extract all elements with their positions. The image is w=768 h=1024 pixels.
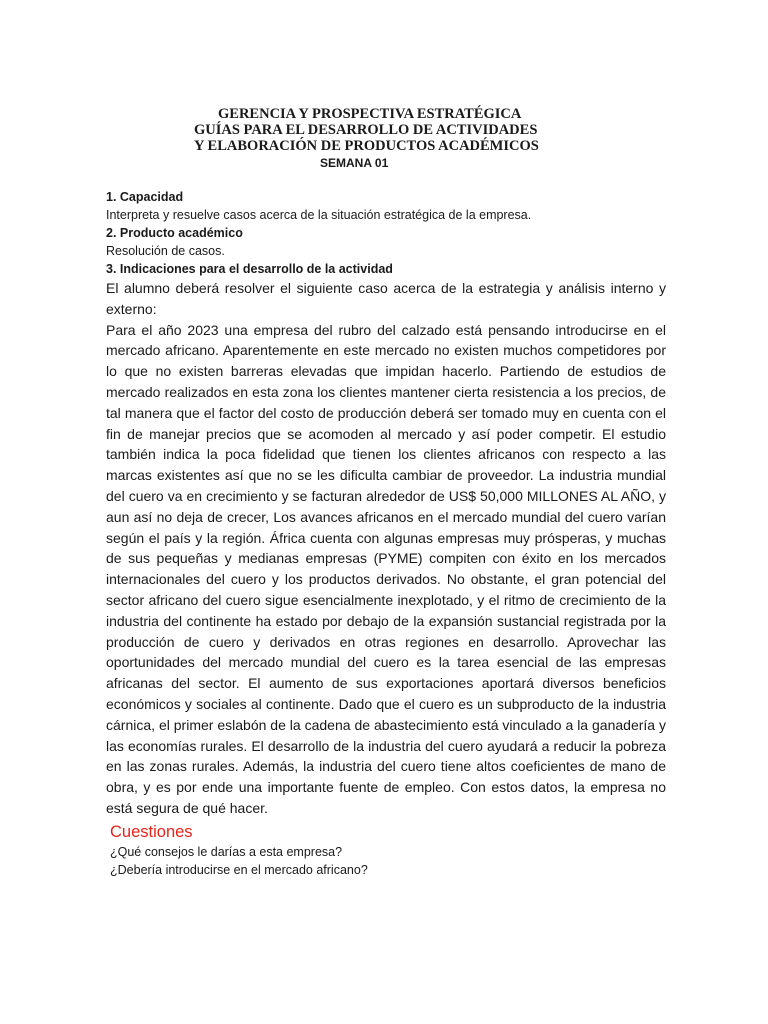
intro-paragraph: El alumno deberá resolver el siguiente caso acerca de la estrategia y análisis interno y externo:	[106, 280, 666, 317]
case-paragraph: Para el año 2023 una empresa del rubro del calzado está pensando introducirse en el mercado africano. Aparentemente en este mercado no existen muchos competidores por lo que no existen barreras elevadas que impidan hacerlo. Partiendo de estudios de mercado realizados en esta zona los clientes mantener cierta resistencia a los precios, de tal manera que el factor del costo de producción deberá ser tomado muy en cuenta con el fin de manejar precios que se acomoden al mercado y así poder competir. El estudio también indica la poca fidelidad que tienen los clientes africanos con respecto a las marcas existentes así que no se les dificulta cambiar de proveedor. La industria mundial del cuero va en crecimiento y se facturan alrededor de US$ 50,000 MILLONES AL AÑO, y aun así no deja de crecer, Los avances africanos en el mercado mundial del cuero varían según el país y la región. África cuenta con algunas empresas muy prósperas, y muchas de sus pequeñas y medianas empresas (PYME) compiten con éxito en los mercados internacionales del cuero y los productos derivados. No obstante, el gran potencial del sector africano del cuero sigue esencialmente inexplotado, y el ritmo de crecimiento de la industria del continente ha estado por debajo de la expansión sustancial registrada por la producción de cuero y derivados en otras regiones en desarrollo. Aprovechar las oportunidades del mercado mundial del cuero es la tarea esencial de las empresas africanas del sector. El aumento de sus exportaciones aportará diversos beneficios económicos y sociales al continente. Dado que el cuero es un subproducto de la industria cárnica, el primer eslabón de la cadena de abastecimiento está vinculado a la ganadería y las economías rurales. El desarrollo de la industria del cuero ayudará a reducir la pobreza en las zonas rurales. Además, la industria del cuero tiene altos coeficientes de mano de obra, y es por ende una importante fuente de empleo. Con estos datos, la empresa no está segura de qué hacer.	[106, 321, 666, 816]
header-line-2: GUÍAS PARA EL DESARROLLO DE ACTIVIDADES	[194, 122, 538, 138]
section-text-capacidad: Interpreta y resuelve casos acerca de la situación estratégica de la empresa.	[106, 208, 532, 222]
header-line-1: GERENCIA Y PROSPECTIVA ESTRATÉGICA	[218, 106, 522, 122]
section-heading-producto: 2. Producto académico	[106, 226, 243, 240]
question-item: ¿Qué consejos le darías a esta empresa?	[110, 844, 343, 859]
section-heading-indicaciones: 3. Indicaciones para el desarrollo de la actividad	[106, 262, 393, 276]
document-page	[106, 106, 666, 879]
document-header	[194, 106, 666, 172]
header-line-3: Y ELABORACIÓN DE PRODUCTOS ACADÉMICOS	[194, 138, 539, 154]
section-text-producto: Resolución de casos.	[106, 244, 225, 258]
section-heading-capacidad: 1. Capacidad	[106, 190, 184, 204]
questions-title: Cuestiones	[110, 822, 193, 841]
header-week: SEMANA 01	[320, 156, 389, 170]
question-item: ¿Debería introducirse en el mercado africano?	[110, 862, 368, 877]
